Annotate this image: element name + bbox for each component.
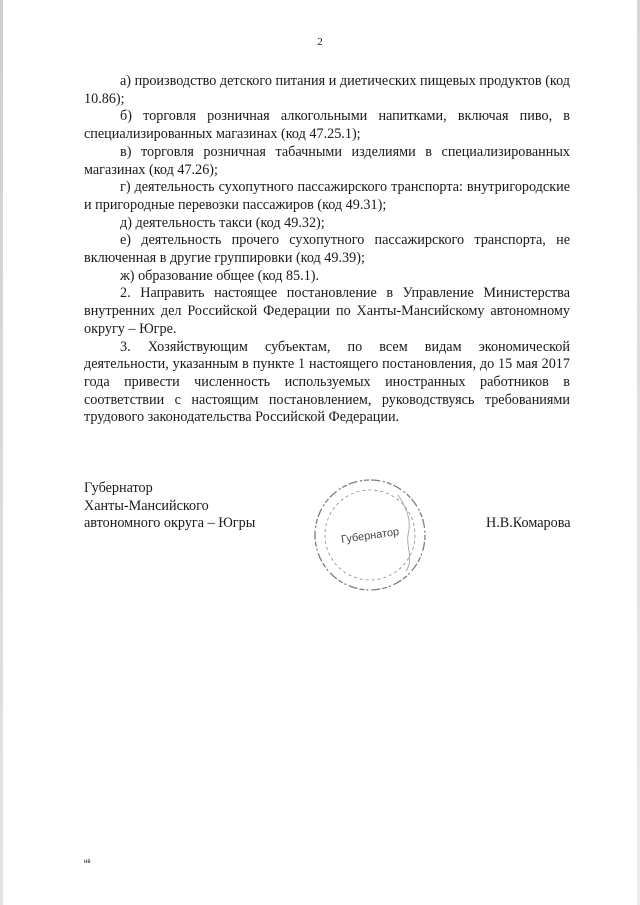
paragraph-3: 3. Хозяйствующим субъектам, по всем видам экономической деятельности, указанным в пункте 1 настоящего постановления, до 15 мая 2017 года привести численность используемых иностранных работников в соответствии с настоящим постановлением, руководствуясь требованиями трудового законодательства Российской Федерации. bbox=[84, 338, 570, 426]
paragraph-item-e: е) деятельность прочего сухопутного пассажирского транспорта, не включенная в другие группировки (код 49.39); bbox=[84, 232, 570, 267]
page-number: 2 bbox=[317, 36, 323, 48]
signatory-title-line-3: автономного округа – Югры bbox=[84, 515, 256, 532]
paragraph-item-g: г) деятельность сухопутного пассажирского транспорта: внутригородские и пригородные перевозки пассажиров (код 49.31); bbox=[84, 179, 570, 213]
paragraph-item-a: а) производство детского питания и диетических пищевых продуктов (код 10.86); bbox=[84, 73, 570, 107]
signature-block bbox=[84, 480, 570, 610]
paragraph-item-b: б) торговля розничная алкогольными напитками, включая пиво, в специализированных магазинах (код 47.25.1); bbox=[84, 108, 570, 143]
paragraph-item-d: д) деятельность такси (код 49.32); bbox=[120, 214, 325, 231]
page-edge-left bbox=[0, 0, 3, 905]
signatory-name: Н.В.Комарова bbox=[486, 515, 571, 531]
footer-code: нв bbox=[84, 859, 91, 865]
signatory-title-line-1: Губернатор bbox=[84, 480, 153, 496]
paragraph-2: 2. Направить настоящее постановление в Управление Министерства внутренних дел Российской Федерации по Ханты-Мансийскому автономному округу – Югре. bbox=[84, 285, 570, 337]
signatory-title-line-2: Ханты-Мансийского bbox=[84, 497, 209, 514]
signatory-title bbox=[84, 480, 255, 533]
paragraph-item-v: в) торговля розничная табачными изделиями в специализированных магазинах (код 47.26); bbox=[84, 143, 570, 178]
document-body bbox=[84, 73, 570, 427]
official-stamp bbox=[310, 475, 430, 595]
paragraph-item-zh: ж) образование общее (код 85.1). bbox=[120, 267, 320, 284]
stamp-center-text: Губернатор bbox=[340, 525, 400, 546]
